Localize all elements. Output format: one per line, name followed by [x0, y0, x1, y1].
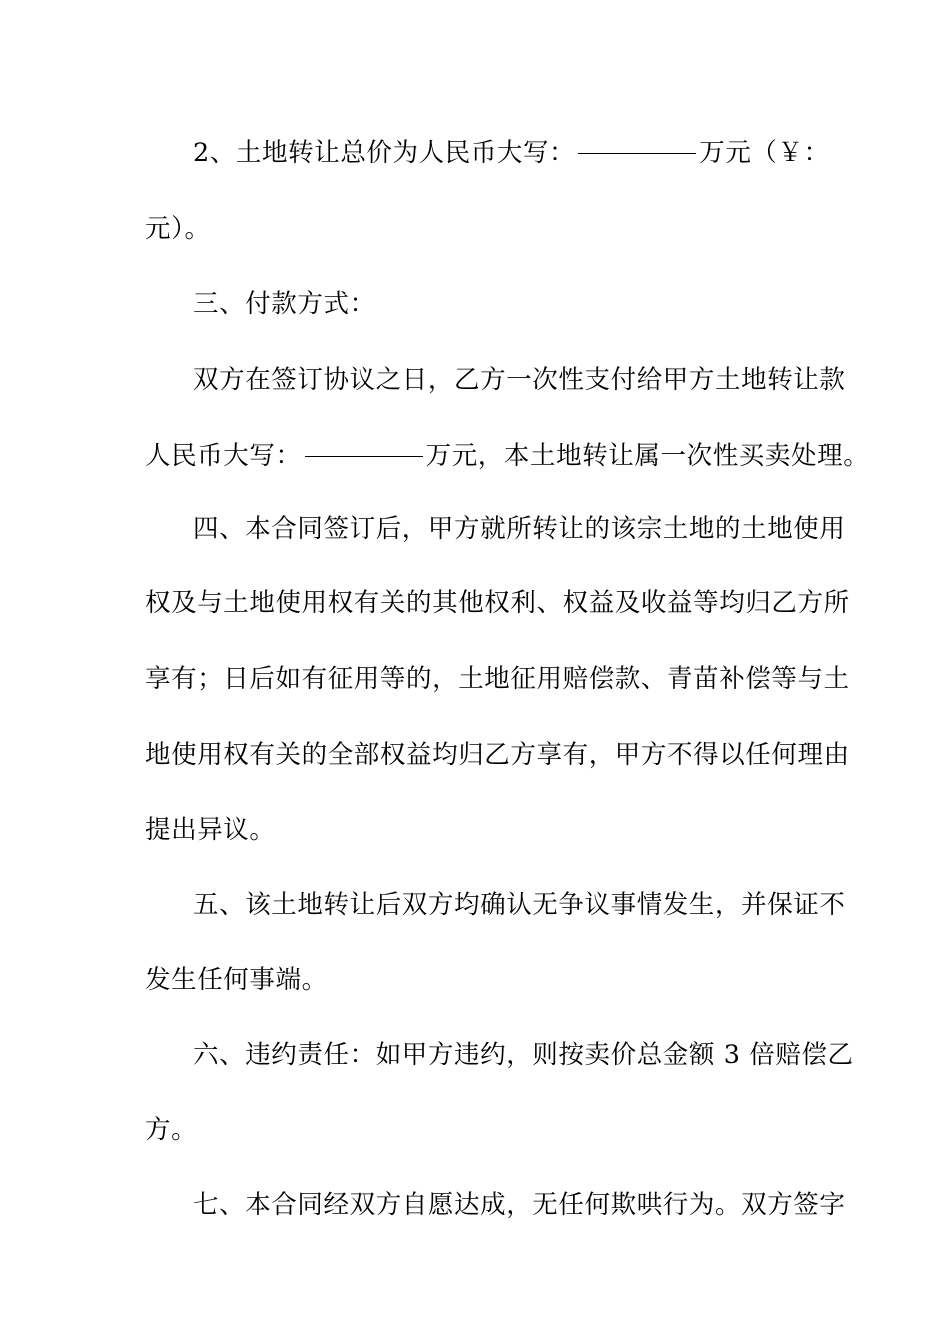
clause-2-unit: 万元（￥： — [699, 138, 830, 168]
section-6-line-2 — [145, 1110, 810, 1150]
clause-2-line-1 — [193, 133, 830, 173]
paragraph-text: 提出异议。 — [145, 815, 276, 845]
paragraph-text: 享有；日后如有征用等的，土地征用赔偿款、青苗补偿等与土 — [145, 664, 850, 694]
heading-text: 三、付款方式： — [193, 289, 376, 319]
section-4-line-5 — [145, 810, 810, 850]
section-6-line-1 — [193, 1035, 854, 1075]
section-4-line-1 — [193, 509, 846, 549]
section-4-line-4 — [145, 735, 850, 775]
payment-amount-blank — [305, 455, 423, 457]
section-5-line-2 — [145, 960, 810, 1000]
paragraph-text: 权及与土地使用权有关的其他权利、权益及收益等均归乙方所 — [145, 588, 850, 618]
section-5-line-1 — [193, 885, 846, 925]
paragraph-text: 七、本合同经双方自愿达成，无任何欺哄行为。双方签字 — [193, 1190, 846, 1220]
section-4-line-3 — [145, 659, 850, 699]
payment-text: 万元，本土地转让属一次性买卖处理。 — [425, 441, 870, 471]
paragraph-text: 地使用权有关的全部权益均归乙方享有，甲方不得以任何理由 — [145, 740, 850, 770]
clause-2-line-2 — [145, 209, 810, 249]
paragraph-text: 六、违约责任：如甲方违约，则按卖价总金额 3 倍赔偿乙 — [193, 1040, 854, 1070]
paragraph-text: 方。 — [145, 1115, 198, 1145]
amount-blank — [578, 152, 696, 154]
section-4-line-2 — [145, 583, 850, 623]
paragraph-text: 元）。 — [145, 214, 211, 244]
paragraph-text: 四、本合同签订后，甲方就所转让的该宗土地的土地使用 — [193, 514, 846, 544]
payment-line-1 — [193, 360, 846, 400]
payment-label: 人民币大写： — [145, 441, 302, 471]
payment-line-2 — [145, 436, 870, 476]
clause-2-text: 2、土地转让总价为人民币大写： — [193, 138, 576, 168]
paragraph-text: 发生任何事端。 — [145, 965, 328, 995]
section-3-heading — [193, 284, 810, 324]
paragraph-text: 五、该土地转让后双方均确认无争议事情发生，并保证不 — [193, 890, 846, 920]
section-7-line-1 — [193, 1185, 846, 1225]
paragraph-text: 双方在签订协议之日，乙方一次性支付给甲方土地转让款 — [193, 365, 846, 395]
